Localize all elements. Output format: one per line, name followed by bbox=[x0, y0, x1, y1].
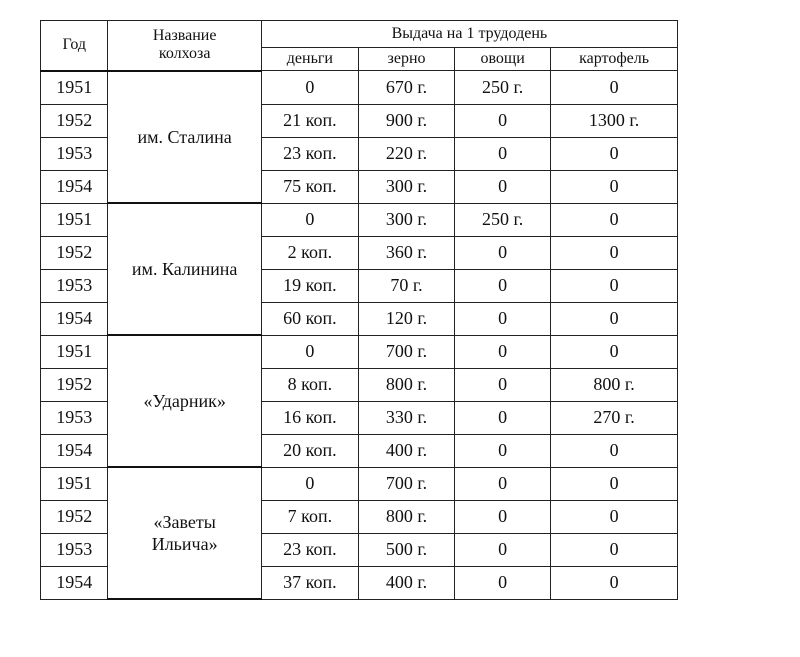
cell-potatoes: 0 bbox=[551, 533, 678, 566]
header-vegetables-label: овощи bbox=[480, 50, 525, 67]
cell-kolkhoz-name bbox=[108, 467, 261, 599]
cell-vegetables: 0 bbox=[455, 170, 551, 203]
cut-off-caption-strip bbox=[0, 0, 800, 14]
cell-potatoes: 0 bbox=[551, 236, 678, 269]
cell-potatoes: 0 bbox=[551, 500, 678, 533]
header-kolkhoz-line1: Название bbox=[152, 27, 217, 45]
cell-money: 21 коп. bbox=[261, 104, 358, 137]
cell-grain: 500 г. bbox=[358, 533, 454, 566]
cell-potatoes: 0 bbox=[551, 467, 678, 500]
header-money bbox=[261, 48, 358, 71]
cell-year: 1951 bbox=[41, 467, 108, 500]
kolkhoz-name-line1: им. Сталина bbox=[137, 126, 232, 147]
cell-year: 1953 bbox=[41, 269, 108, 302]
kolkhoz-name-line1: «Ударник» bbox=[143, 391, 226, 411]
cell-potatoes: 0 bbox=[551, 335, 678, 368]
cell-grain: 220 г. bbox=[358, 137, 454, 170]
cell-grain: 400 г. bbox=[358, 566, 454, 599]
cell-year: 1952 bbox=[41, 500, 108, 533]
cell-potatoes: 800 г. bbox=[551, 368, 678, 401]
table-row bbox=[41, 335, 678, 368]
cell-year: 1954 bbox=[41, 170, 108, 203]
cell-year: 1953 bbox=[41, 401, 108, 434]
cell-year: 1952 bbox=[41, 104, 108, 137]
cell-money: 0 bbox=[261, 467, 358, 500]
header-money-label: деньги bbox=[286, 50, 333, 67]
header-grain bbox=[358, 48, 454, 71]
kolkhoz-name-line1: им. Калинина bbox=[131, 259, 238, 279]
cell-vegetables: 0 bbox=[455, 269, 551, 302]
cell-vegetables: 0 bbox=[455, 368, 551, 401]
cell-vegetables: 0 bbox=[455, 434, 551, 467]
table-row bbox=[41, 71, 678, 105]
cell-vegetables: 0 bbox=[455, 335, 551, 368]
cell-grain: 700 г. bbox=[358, 467, 454, 500]
cell-money: 7 коп. bbox=[261, 500, 358, 533]
cell-potatoes: 0 bbox=[551, 302, 678, 335]
cell-grain: 700 г. bbox=[358, 335, 454, 368]
cell-grain: 800 г. bbox=[358, 368, 454, 401]
cell-potatoes: 0 bbox=[551, 137, 678, 170]
header-potatoes-label: картофель bbox=[579, 50, 650, 67]
cell-year: 1954 bbox=[41, 302, 108, 335]
cell-year: 1951 bbox=[41, 203, 108, 236]
cell-year: 1954 bbox=[41, 566, 108, 599]
table-row bbox=[41, 467, 678, 500]
header-kolkhoz bbox=[108, 21, 261, 71]
cell-grain: 360 г. bbox=[358, 236, 454, 269]
cell-year: 1954 bbox=[41, 434, 108, 467]
cell-money: 0 bbox=[261, 335, 358, 368]
cell-potatoes: 270 г. bbox=[551, 401, 678, 434]
header-group bbox=[261, 21, 677, 48]
cell-vegetables: 0 bbox=[455, 500, 551, 533]
cell-grain: 300 г. bbox=[358, 203, 454, 236]
cell-money: 60 коп. bbox=[261, 302, 358, 335]
cell-vegetables: 0 bbox=[455, 566, 551, 599]
cell-vegetables: 0 bbox=[455, 401, 551, 434]
header-vegetables bbox=[455, 48, 551, 71]
cell-kolkhoz-name bbox=[108, 335, 261, 467]
cell-potatoes: 0 bbox=[551, 566, 678, 599]
cell-vegetables: 0 bbox=[455, 137, 551, 170]
cell-year: 1951 bbox=[41, 71, 108, 105]
kolkhoz-name-line2: Ильича» bbox=[151, 534, 218, 554]
cell-potatoes: 0 bbox=[551, 71, 678, 105]
cell-money: 2 коп. bbox=[261, 236, 358, 269]
table-body bbox=[41, 71, 678, 600]
cell-year: 1952 bbox=[41, 368, 108, 401]
header-group-label: Выдача на 1 трудодень bbox=[391, 25, 548, 42]
cell-money: 75 коп. bbox=[261, 170, 358, 203]
cell-potatoes: 1300 г. bbox=[551, 104, 678, 137]
cell-vegetables: 0 bbox=[455, 467, 551, 500]
cell-year: 1952 bbox=[41, 236, 108, 269]
cell-money: 0 bbox=[261, 71, 358, 105]
cell-grain: 400 г. bbox=[358, 434, 454, 467]
table-row bbox=[41, 203, 678, 236]
distribution-table bbox=[40, 20, 678, 600]
cell-money: 16 коп. bbox=[261, 401, 358, 434]
cell-vegetables: 250 г. bbox=[455, 71, 551, 105]
cell-vegetables: 0 bbox=[455, 104, 551, 137]
kolkhoz-name-line1: «Заветы bbox=[153, 512, 216, 532]
cell-year: 1953 bbox=[41, 137, 108, 170]
cell-year: 1953 bbox=[41, 533, 108, 566]
cell-money: 19 коп. bbox=[261, 269, 358, 302]
cell-grain: 800 г. bbox=[358, 500, 454, 533]
cell-grain: 330 г. bbox=[358, 401, 454, 434]
cell-grain: 70 г. bbox=[358, 269, 454, 302]
cell-money: 0 bbox=[261, 203, 358, 236]
cell-potatoes: 0 bbox=[551, 170, 678, 203]
cell-potatoes: 0 bbox=[551, 434, 678, 467]
cell-vegetables: 0 bbox=[455, 533, 551, 566]
cell-grain: 120 г. bbox=[358, 302, 454, 335]
cell-money: 8 коп. bbox=[261, 368, 358, 401]
cell-money: 23 коп. bbox=[261, 533, 358, 566]
cell-kolkhoz-name bbox=[108, 203, 261, 335]
header-year bbox=[41, 21, 108, 71]
header-potatoes bbox=[551, 48, 678, 71]
cell-money: 37 коп. bbox=[261, 566, 358, 599]
header-year-label: Год bbox=[62, 36, 86, 54]
cell-potatoes: 0 bbox=[551, 269, 678, 302]
cell-grain: 300 г. bbox=[358, 170, 454, 203]
cell-year: 1951 bbox=[41, 335, 108, 368]
cell-money: 23 коп. bbox=[261, 137, 358, 170]
cell-potatoes: 0 bbox=[551, 203, 678, 236]
cell-kolkhoz-name bbox=[108, 71, 261, 204]
cell-money: 20 коп. bbox=[261, 434, 358, 467]
cell-grain: 900 г. bbox=[358, 104, 454, 137]
cell-vegetables: 250 г. bbox=[455, 203, 551, 236]
cell-vegetables: 0 bbox=[455, 236, 551, 269]
header-grain-label: зерно bbox=[387, 50, 426, 67]
cell-grain: 670 г. bbox=[358, 71, 454, 105]
cell-vegetables: 0 bbox=[455, 302, 551, 335]
header-kolkhoz-line2: колхоза bbox=[158, 45, 211, 63]
